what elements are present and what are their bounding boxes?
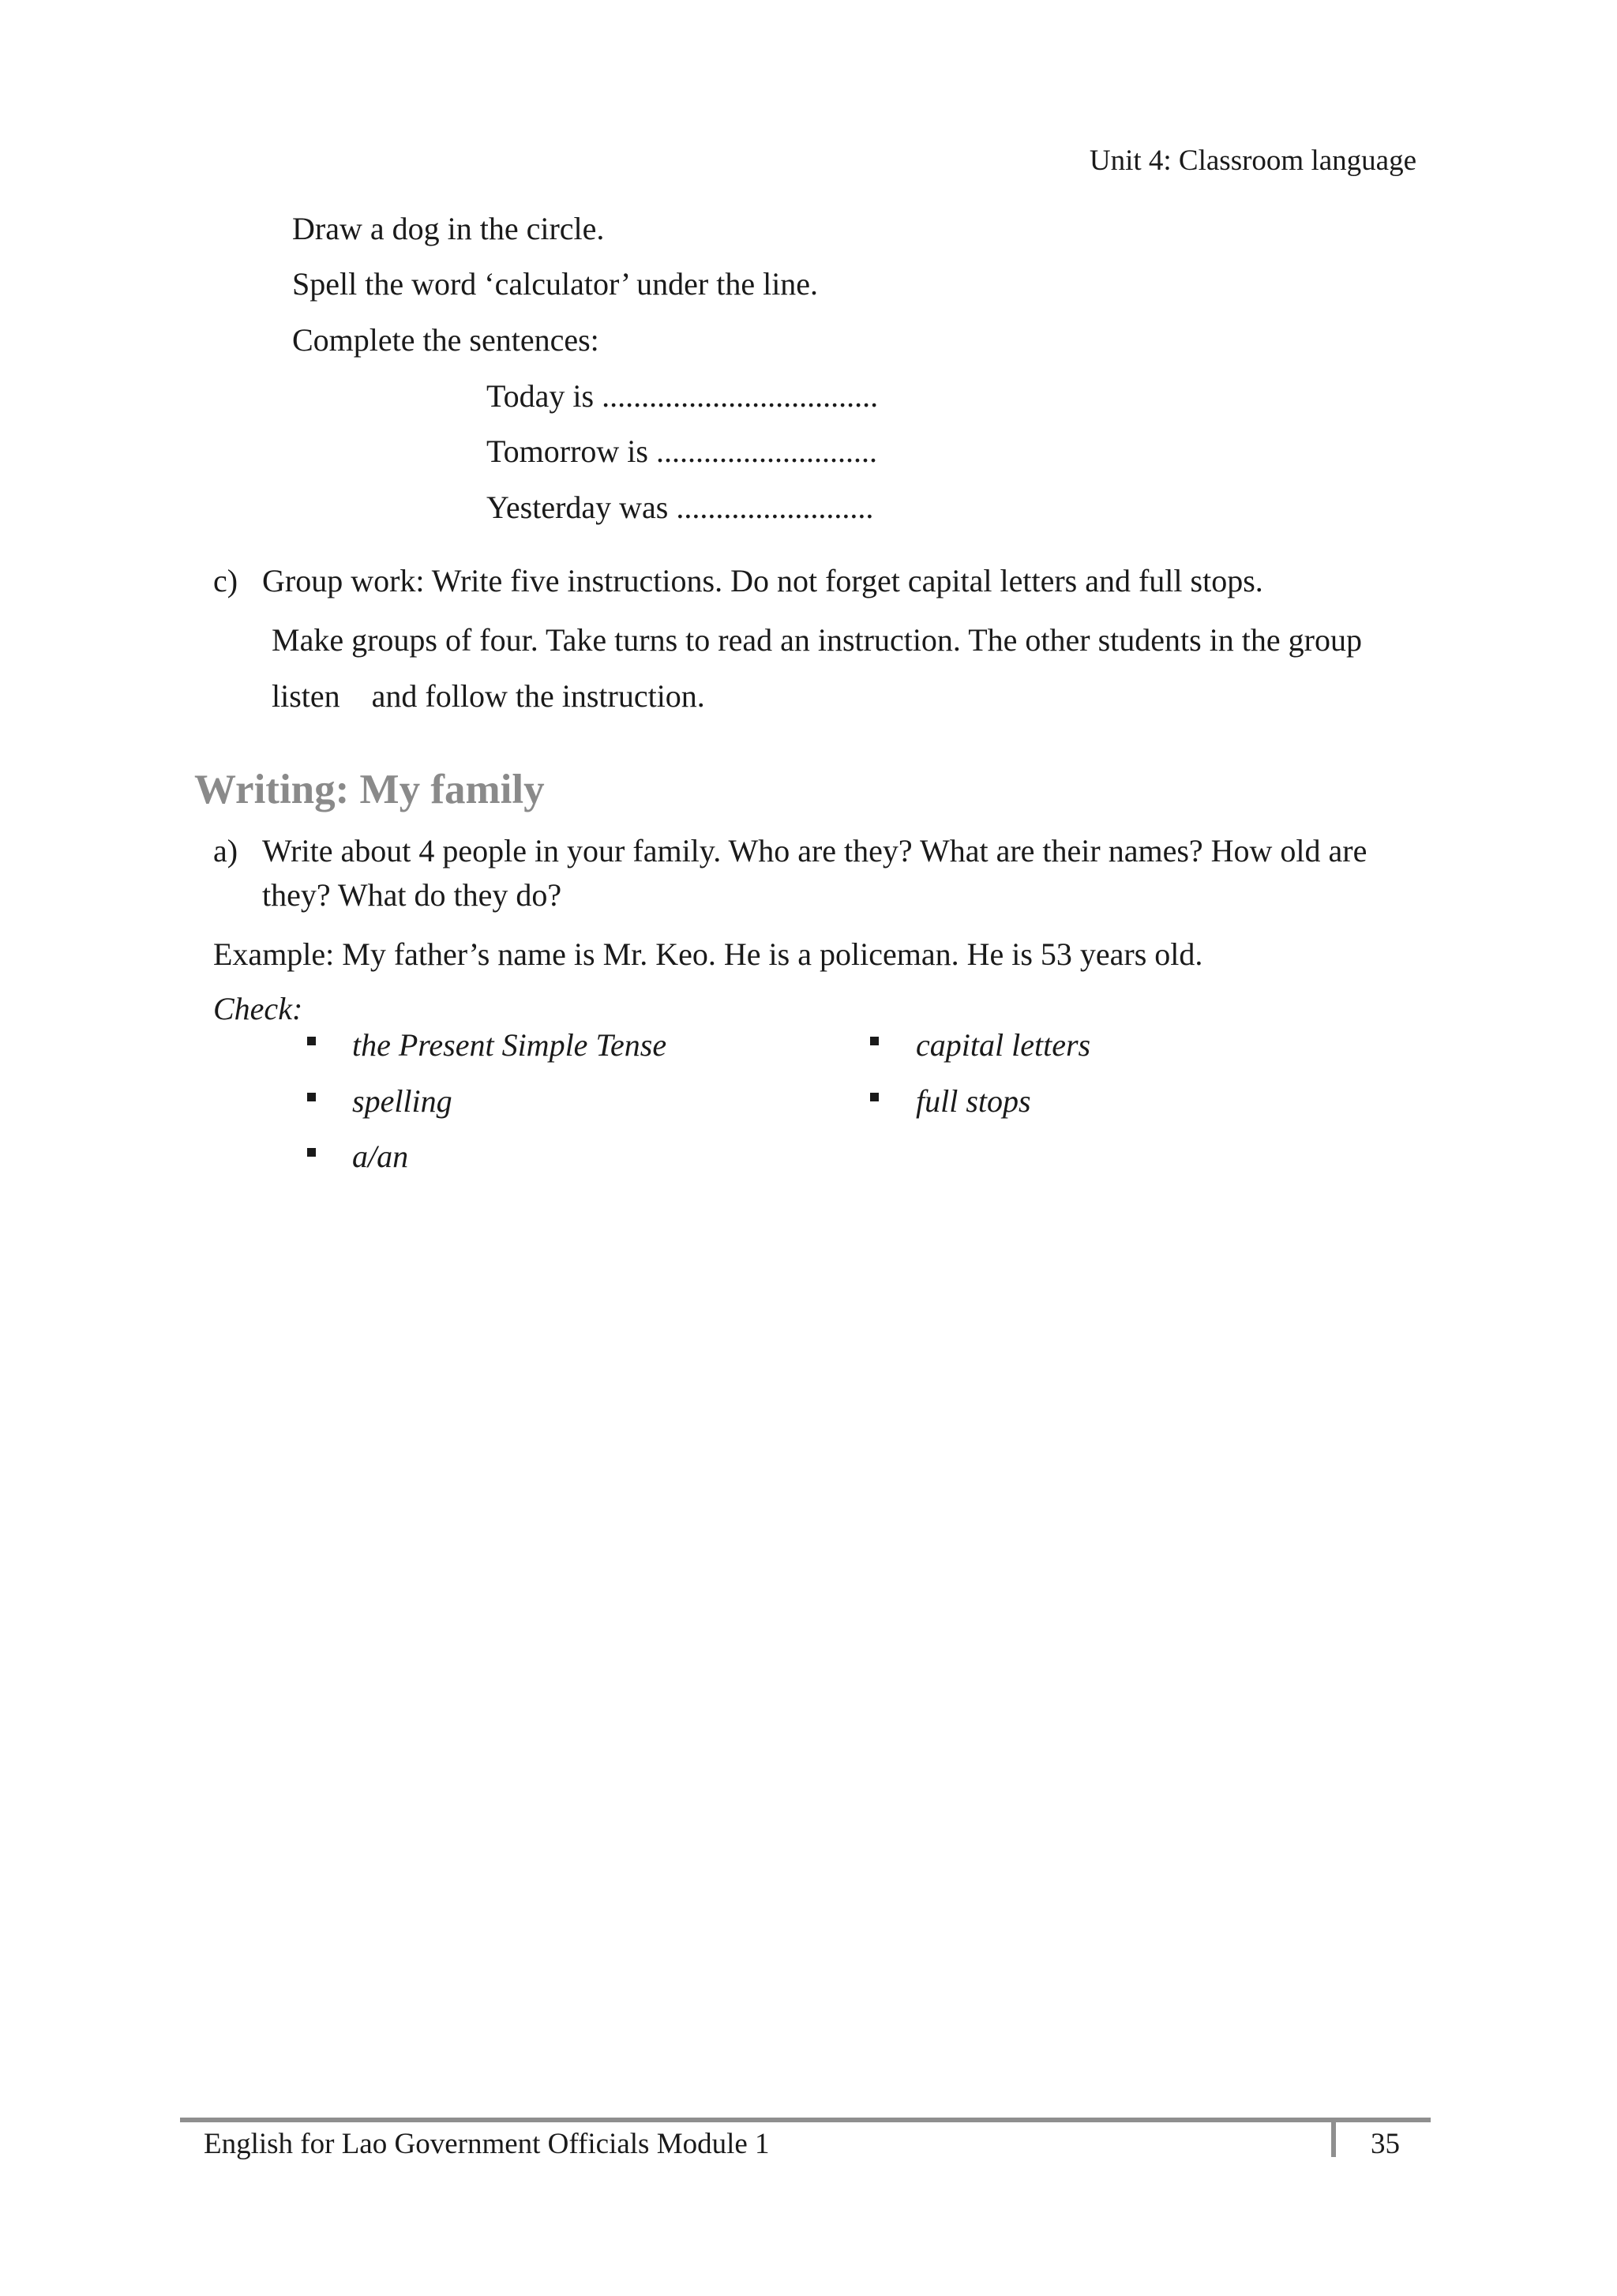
section-title: Writing: My family (194, 767, 545, 812)
group-work-detail: Make groups of four. Take turns to read an instruction. The other students in the group (272, 622, 1362, 658)
task-description: they? What do they do? (262, 877, 562, 913)
checklist-item: spelling (352, 1083, 452, 1119)
list-marker: a) (213, 833, 238, 869)
bullet-icon (870, 1093, 879, 1101)
checklist-item: the Present Simple Tense (352, 1027, 667, 1063)
footer-rule (180, 2118, 1431, 2122)
bullet-icon (307, 1037, 316, 1045)
sentence-blank: Today is ................................... (486, 378, 879, 414)
instruction-item: Draw a dog in the circle. (292, 211, 605, 246)
list-marker: c) (213, 563, 238, 598)
check-label: Check: (213, 991, 303, 1026)
group-work-instruction: Group work: Write five instructions. Do not forget capital letters and full stops. (262, 563, 1263, 598)
page-number: 35 (1371, 2128, 1400, 2160)
instruction-item: Complete the sentences: (292, 322, 599, 358)
instruction-item: Spell the word ‘calculator’ under the line. (292, 266, 819, 302)
checklist-item: full stops (916, 1083, 1031, 1119)
sentence-blank: Tomorrow is ............................ (486, 433, 877, 469)
footer-book-title: English for Lao Government Officials Module 1 (204, 2128, 770, 2160)
footer-divider (1331, 2121, 1336, 2157)
example-sentence: Example: My father’s name is Mr. Keo. He is a policeman. He is 53 years old. (213, 936, 1203, 972)
checklist-item: a/an (352, 1139, 409, 1174)
bullet-icon (307, 1093, 316, 1101)
task-description: Write about 4 people in your family. Who are they? What are their names? How old are (262, 833, 1368, 869)
bullet-icon (870, 1037, 879, 1045)
checklist-item: capital letters (916, 1027, 1091, 1063)
running-header: Unit 4: Classroom language (1089, 144, 1416, 177)
group-work-detail: listen and follow the instruction. (272, 678, 705, 714)
sentence-blank: Yesterday was ......................... (486, 490, 874, 525)
bullet-icon (307, 1148, 316, 1157)
